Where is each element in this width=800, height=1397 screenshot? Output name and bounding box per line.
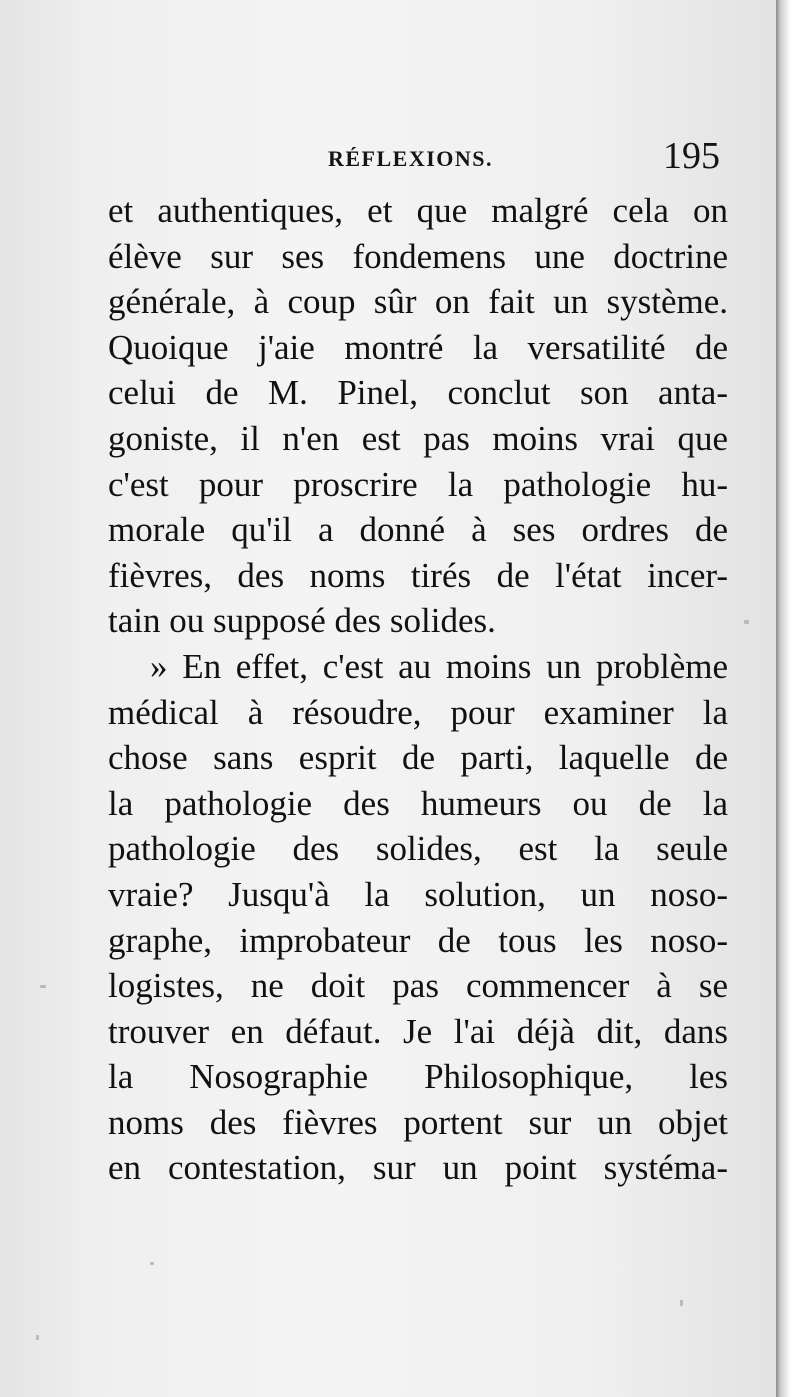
text-line: chose sans esprit de parti, laquelle de <box>108 738 728 778</box>
text-line: c'est pour proscrire la pathologie hu- <box>108 464 728 504</box>
text-line: médical à résoudre, pour examiner la <box>108 692 728 732</box>
text-line: morale qu'il a donné à ses ordres de <box>108 510 728 550</box>
paper-speck <box>150 1262 154 1265</box>
text-line: graphe, improbateur de tous les noso- <box>108 920 728 960</box>
text-line: générale, à coup sûr on fait un système. <box>108 282 728 322</box>
text-line: la pathologie des humeurs ou de la <box>108 783 728 823</box>
body-text <box>108 188 728 1191</box>
text-line: tain ou supposé des solides. <box>108 601 496 641</box>
text-line: et authentiques, et que malgré cela on <box>108 191 728 230</box>
text-line: trouver en défaut. Je l'ai déjà dit, dans <box>108 1011 728 1051</box>
text-line: élève sur ses fondemens une doctrine <box>108 236 728 276</box>
paper-speck <box>680 1300 683 1306</box>
text-line: vraie? Jusqu'à la solution, un noso- <box>108 874 728 914</box>
paper-speck <box>40 985 46 988</box>
text-line: noms des fièvres portent sur un objet <box>108 1102 728 1142</box>
paper-speck <box>744 620 749 624</box>
text-line: logistes, ne doit pas commencer à se <box>108 966 728 1006</box>
text-line: celui de M. Pinel, conclut son anta- <box>108 373 728 413</box>
page-number: 195 <box>663 135 720 177</box>
text-line: en contestation, sur un point systéma- <box>108 1148 728 1188</box>
page-header <box>108 135 720 180</box>
page-edge <box>776 0 800 1397</box>
text-line: » En effet, c'est au moins un problème <box>150 646 728 686</box>
text-line: goniste, il n'en est pas moins vrai que <box>108 418 728 458</box>
text-line: pathologie des solides, est la seule <box>108 829 728 869</box>
text-line: fièvres, des noms tirés de l'état incer- <box>108 555 728 595</box>
running-title: RÉFLEXIONS. <box>328 146 494 171</box>
paper-speck <box>36 1335 39 1340</box>
text-line: la Nosographie Philosophique, les <box>108 1057 728 1097</box>
text-line: Quoique j'aie montré la versatilité de <box>108 327 728 367</box>
